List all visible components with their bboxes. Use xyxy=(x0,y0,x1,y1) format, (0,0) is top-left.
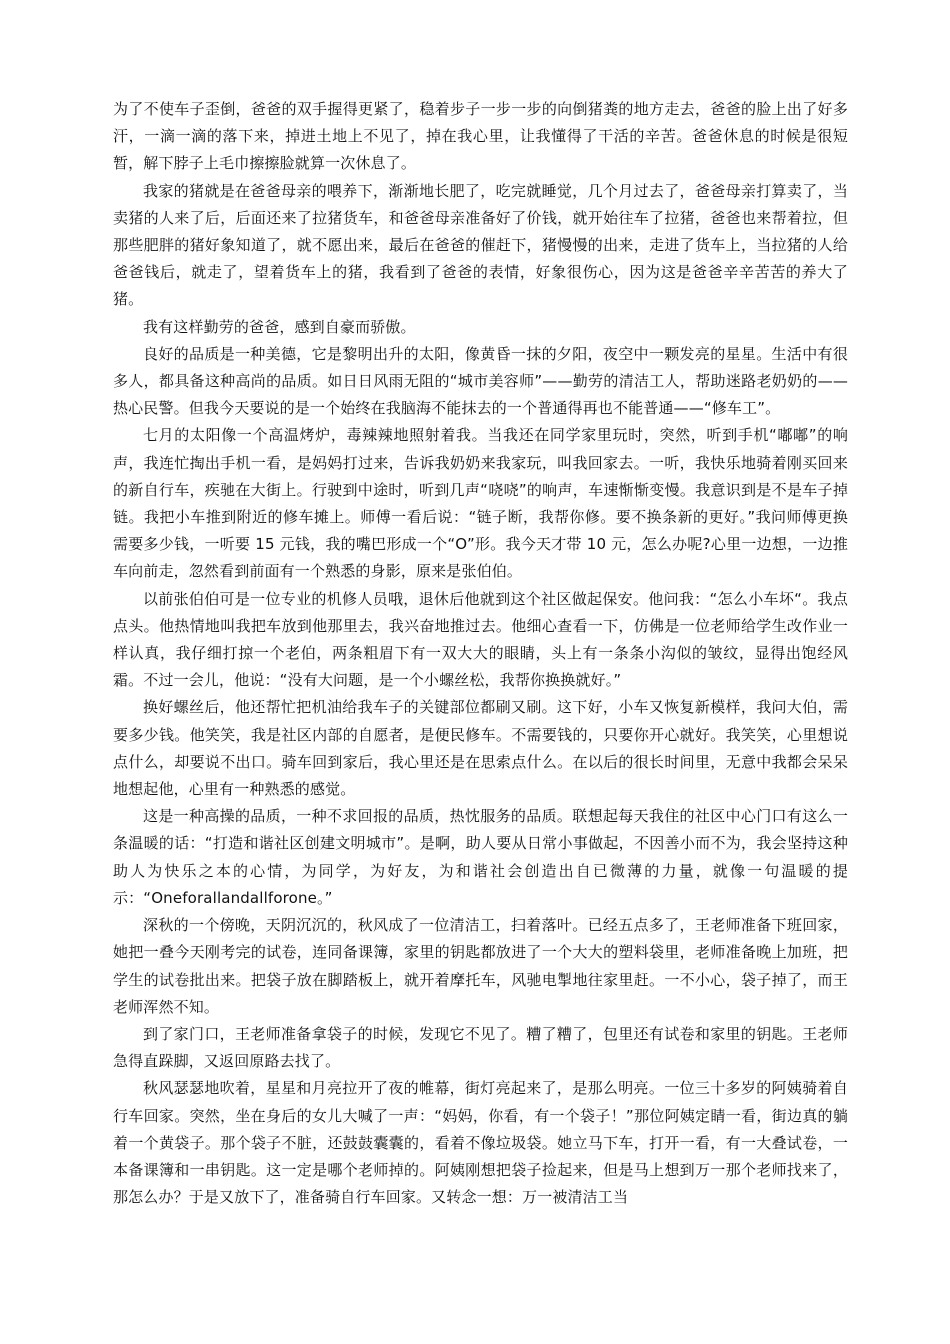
paragraph-2: 我家的猪就是在爸爸母亲的喂养下，渐渐地长肥了，吃完就睡觉，几个月过去了，爸爸母亲打算卖了，当卖猪的人来了后，后面还来了拉猪货车，和爸爸母亲准备好了价钱，就开始往车了拉猪，爸爸也来帮着拉，但那些肥胖的猪好象知道了，就不愿出来，最后在爸爸的催赶下，猪慢慢的出来，走进了货车上，当拉猪的人给爸爸钱后，就走了，望着货车上的猪，我看到了爸爸的表情，好象很伤心，因为这是爸爸辛辛苦苦的养大了猪。 xyxy=(113,181,848,309)
paragraph-4: 良好的品质是一种美德，它是黎明出升的太阳，像黄昏一抹的夕阳，夜空中一颗发亮的星星。生活中有很多人，都具备这种高尚的品质。如日日风雨无阻的“城市美容师”——勤劳的清洁工人，帮助迷路老奶奶的——热心民警。但我今天要说的是一个始终在我脑海不能抹去的一个普通得再也不能普通——“修车工”。 xyxy=(113,344,848,418)
document-page xyxy=(113,96,848,1211)
paragraph-7: 换好螺丝后，他还帮忙把机油给我车子的关键部位都刷又刷。这下好，小车又恢复新模样，我问大伯，需要多少钱。他笑笑，我是社区内部的自愿者，是便民修车。不需要钱的，只要你开心就好。我笑笑，心里想说点什么，却要说不出口。骑车回到家后，我心里还是在思索点什么。在以后的很长时间里，无意中我都会呆呆地想起他，心里有一种熟悉的感觉。 xyxy=(113,698,848,799)
paragraph-9: 深秋的一个傍晚，天阴沉沉的，秋风成了一位清洁工，扫着落叶。已经五点多了，王老师准备下班回家，她把一叠今天刚考完的试卷，连同备课簿，家里的钥匙都放进了一个大大的塑料袋里，老师准备晚上加班，把学生的试卷批出来。把袋子放在脚踏板上，就开着摩托车，风驰电掣地往家里赶。一不小心，袋子掉了，而王老师浑然不知。 xyxy=(113,916,848,1016)
paragraph-3: 我有这样勤劳的爸爸，感到自豪而骄傲。 xyxy=(143,317,416,336)
paragraph-6: 以前张伯伯可是一位专业的机修人员哦，退休后他就到这个社区做起保安。他问我：“怎么小车坏“。我点点头。他热情地叫我把车放到他那里去，我兴奋地推过去。他细心查看一下，仿佛是一位老师给学生改作业一样认真，我仔细打掠一个老伯，两条粗眉下有一双大大的眼睛，头上有一条条小沟似的皱纹，显得出饱经风霜。不过一会儿，他说：“没有大问题，是一个小螺丝松，我帮你换换就好。” xyxy=(113,589,848,690)
paragraph-5: 七月的太阳像一个高温烤炉，毒辣辣地照射着我。当我还在同学家里玩时，突然，听到手机“嘟嘟”的响声，我连忙掏出手机一看，是妈妈打过来，告诉我奶奶来我家玩，叫我回家去。一听，我快乐地骑着刚买回来的新自行车，疾驰在大街上。行驶到中途时，听到几声“哓哓”的响声，车速惭惭变慢。我意识到是不是车子掉链。我把小车推到附近的修车摊上。师傅一看后说：“链子断，我帮你修。要不换条新的更好。”我问师傅更换需要多少钱，一听要 15 元钱，我的嘴巴形成一个“O”形。我今天才带 10 元，怎么办呢?心里一边想，一边推车向前走，忽然看到前面有一个熟悉的身影，原来是张伯伯。 xyxy=(113,426,848,581)
paragraph-10: 到了家门口，王老师准备拿袋子的时候，发现它不见了。糟了糟了，包里还有试卷和家里的钥匙。王老师急得直跺脚，又返回原路去找了。 xyxy=(113,1024,848,1071)
paragraph-8: 这是一种高操的品质，一种不求回报的品质，热忱服务的品质。联想起每天我住的社区中心门口有这么一条温暖的话：“打造和谐社区创建文明城市”。是啊，助人要从日常小事做起，不因善小而不为，我会坚持这种助人为快乐之本的心情，为同学，为好友，为和谐社会创造出自已微薄的力量，就像一句温暖的提示：“Oneforallandallforone。” xyxy=(113,807,848,907)
paragraph-11: 秋风瑟瑟地吹着，星星和月亮拉开了夜的帷幕，街灯亮起来了，是那么明亮。一位三十多岁的阿姨骑着自行车回家。突然，坐在身后的女儿大喊了一声：“妈妈，你看，有一个袋子！”那位阿姨定睛一看，街边真的躺着一个黄袋子。那个袋子不脏，还鼓鼓囊囊的，看着不像垃圾袋。她立马下车，打开一看，有一大叠试卷，一本备课簿和一串钥匙。这一定是哪个老师掉的。阿姨刚想把袋子捡起来，但是马上想到万一那个老师找来了，那怎么办？于是又放下了，准备骑自行车回家。又转念一想：万一被清洁工当 xyxy=(113,1079,848,1207)
paragraph-1: 为了不使车子歪倒，爸爸的双手握得更紧了，稳着步子一步一步的向倒猪粪的地方走去，爸爸的脸上出了好多汗，一滴一滴的落下来，掉进土地上不见了，掉在我心里，让我懂得了干活的辛苦。爸爸休息的时候是很短暂，解下脖子上毛巾擦擦脸就算一次休息了。 xyxy=(113,100,848,173)
